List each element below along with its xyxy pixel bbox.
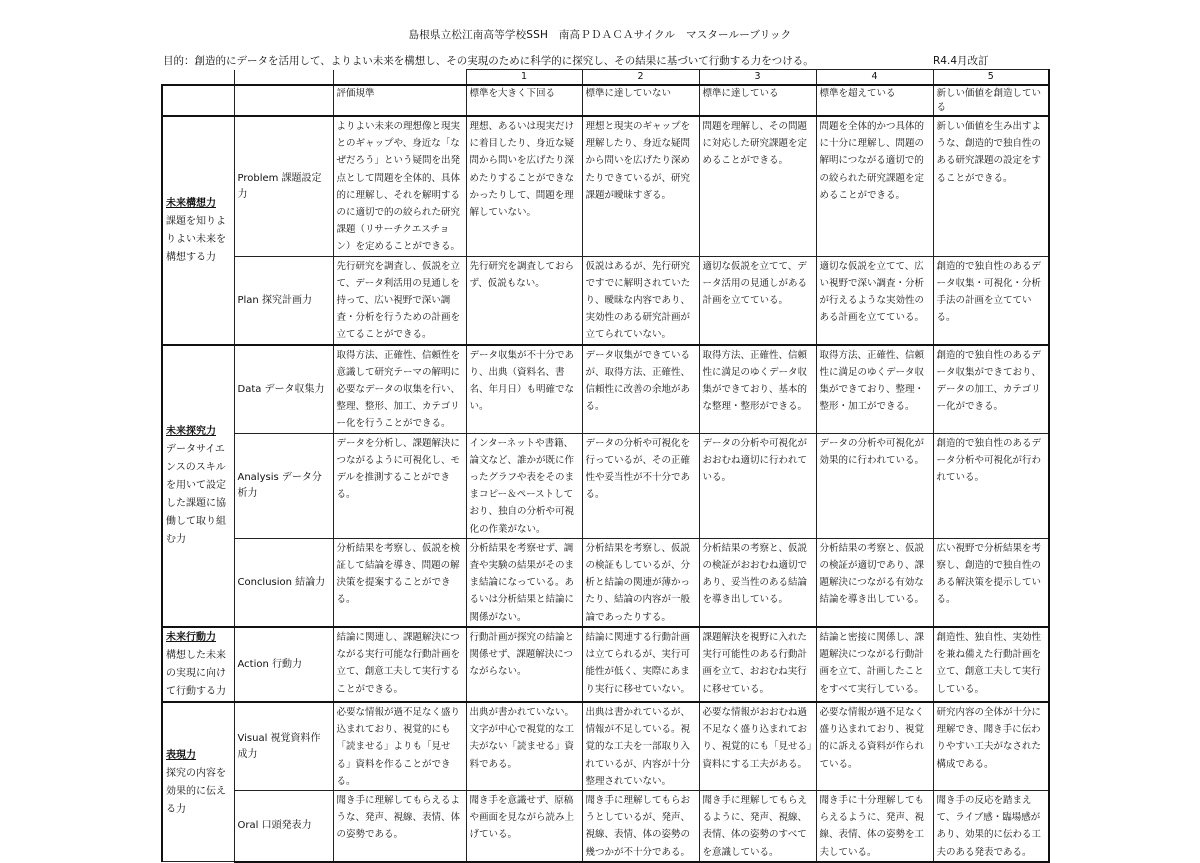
sub-ability-name: Analysis データ分析力	[234, 433, 333, 538]
level-cell: データ収集ができているが、取得方法、正確性、信頼性に改善の余地がある。	[582, 345, 699, 434]
level-number: 1	[466, 70, 582, 86]
header-level: 標準に達していない	[582, 85, 699, 116]
sub-ability-name: Conclusion 結論力	[234, 538, 333, 627]
header-blank	[162, 85, 234, 116]
ability-description: データサイエンスのスキルを用いて設定した課題に協働して取り組む力	[166, 444, 226, 546]
ability-title: 未来探究力	[166, 426, 216, 438]
level-cell: 分析結果を考察せず、調査や実験の結果がそのまま結論になっている。あるいは分析結果と結論に関係がない。	[466, 538, 582, 627]
sub-ability-name: Data データ収集力	[234, 345, 333, 434]
level-cell: 聞き手に理解してもらおうとしているが、発声、視線、表情、体の姿勢の幾つかが不十分である。	[582, 790, 699, 861]
level-number: 3	[699, 70, 816, 86]
level-cell: 取得方法、正確性、信頼性に満足のゆくデータ収集ができており、基本的な整理・整形ができる。	[699, 345, 816, 434]
criteria-cell: データを分析し、課題解決につながるように可視化し、モデルを推測することができる。	[333, 433, 466, 538]
ability-title: 未来行動力	[166, 631, 216, 643]
level-cell: 分析結果の考察と、仮説の検証が適切であり、課題解決につながる有効な結論を導き出している。	[816, 538, 933, 627]
level-number: 4	[816, 70, 933, 86]
level-number: 5	[933, 70, 1049, 86]
criteria-cell: 分析結果を考察し、仮説を検証して結論を導き、問題の解決策を提案することができる。	[333, 538, 466, 627]
level-cell: 問題を理解し、その問題に対応した研究課題を定めることができる。	[699, 116, 816, 256]
table-row	[162, 790, 1049, 861]
ability-description: 探究の内容を効果的に伝える力	[166, 767, 226, 815]
ability-title: 表現力	[166, 749, 196, 761]
level-cell: 取得方法、正確性、信頼性に満足のゆくデータ収集ができており、整理・整形・加工ができる。	[816, 345, 933, 434]
blank-cell	[333, 70, 466, 86]
level-cell: 出典は書かれているが、情報が不足している。視覚的な工夫を一部取り入れているが、内容が十分整理されていない。	[582, 702, 699, 791]
purpose-statement: 目的：創造的にデータを活用して、よりよい未来を構想し、その実現のために科学的に探究し、その結果に基づいて行動する力をつける。	[163, 55, 814, 67]
table-row	[162, 538, 1049, 627]
blank-cell	[234, 70, 333, 86]
level-cell: インターネットや書籍、論文など、誰かが既に作ったグラフや表をそのままコピー＆ペーストしており、独自の分析や可視化の作業がない。	[466, 433, 582, 538]
level-cell: データの分析や可視化が効果的に行われている。	[816, 433, 933, 538]
level-cell: 新しい価値を生み出すような、創造的で独自性のある研究課題の設定をすることができる。	[933, 116, 1049, 256]
sub-ability-name: Problem 課題設定力	[234, 116, 333, 256]
level-cell: 問題を全体的かつ具体的に十分に理解し、問題の解明につながる適切で的の絞られた研究課題を定めることができる。	[816, 116, 933, 256]
criteria-cell: よりよい未来の理想像と現実とのギャップや、身近な「なぜだろう」という疑問を出発点として問題を全体的、具体的に理解し、それを解明するのに適切で的の絞られた研究課題（リサーチクエスチョン）を定めることができる。	[333, 116, 466, 256]
level-cell: 広い視野で分析結果を考察し、創造的で独自性のある解決策を提示している。	[933, 538, 1049, 627]
ability-cell	[162, 116, 234, 345]
level-cell: 適切な仮説を立てて、広い視野で深い調査・分析が行えるような実効性のある計画を立てている。	[816, 256, 933, 345]
criteria-cell: 聞き手に理解してもらえるような、発声、視線、表情、体の姿勢である。	[333, 790, 466, 861]
level-cell: 聞き手に理解してもらえるように、発声、視線、表情、体の姿勢のすべてを意識している。	[699, 790, 816, 861]
level-cell: 仮説はあるが、先行研究ですでに解明されていたり、曖昧な内容であり、実効性のある研究計画が立てられていない。	[582, 256, 699, 345]
criteria-cell: 必要な情報が過不足なく盛り込まれており、視覚的にも「読ませる」よりも「見せる」資料を作ることができる。	[333, 702, 466, 791]
sub-ability-name: Visual 視覚資料作成力	[234, 702, 333, 791]
criteria-cell: 取得方法、正確性、信頼性を意識して研究テーマの解明に必要なデータの収集を行い、整理、整形、加工、カテゴリー化を行うことができる。	[333, 345, 466, 434]
level-cell: 分析結果を考察し、仮説の検証もしているが、分析と結論の関連が薄かったり、結論の内容が一般論であったりする。	[582, 538, 699, 627]
sub-ability-name: Oral 口頭発表力	[234, 790, 333, 861]
level-cell: 行動計画が探究の結論と関係せず、課題解決につながらない。	[466, 627, 582, 702]
level-cell: 聞き手を意識せず、原稿や画面を見ながら読み上げている。	[466, 790, 582, 861]
table-row	[162, 116, 1049, 256]
criteria-cell: 先行研究を調査し、仮説を立て、データ利活用の見通しを持って、広い視野で深い調査・分析を行うための計画を立てることができる。	[333, 256, 466, 345]
ability-cell	[162, 345, 234, 627]
level-cell: 研究内容の全体が十分に理解でき、聞き手に伝わりやすい工夫がなされた構成である。	[933, 702, 1049, 791]
level-cell: 理想と現実のギャップを理解したり、身近な疑問から問いを広げたり深めたりできているが、研究課題が曖昧すぎる。	[582, 116, 699, 256]
level-cell: 創造性、独自性、実効性を兼ね備えた行動計画を立て、創意工夫して実行している。	[933, 627, 1049, 702]
table-row	[162, 345, 1049, 434]
level-number-row	[162, 70, 1049, 86]
ability-description: 課題を知りよりよい未来を構想する力	[166, 215, 226, 263]
level-cell: 聞き手の反応を踏まえて、ライブ感・臨場感があり、効果的に伝わる工夫のある発表である。	[933, 790, 1049, 861]
table-row	[162, 702, 1049, 791]
header-level: 標準に達している	[699, 85, 816, 116]
level-cell: 創造的で独自性のあるデータ分析や可視化が行われている。	[933, 433, 1049, 538]
level-cell: 理想、あるいは現実だけに着目したり、身近な疑問から問いを広げたり深めたりすることができなかったりして、問題を理解していない。	[466, 116, 582, 256]
header-level: 新しい価値を創造している	[933, 85, 1049, 116]
level-cell: 聞き手に十分理解してもらえるように、発声、視線、表情、体の姿勢を工夫している。	[816, 790, 933, 861]
criteria-cell: 結論に関連し、課題解決につながる実行可能な行動計画を立て、創意工夫して実行することができる。	[333, 627, 466, 702]
level-cell: 結論に関連する行動計画は立てられるが、実行可能性が低く、実際にあまり実行に移せていない。	[582, 627, 699, 702]
rubric-table	[161, 69, 1050, 863]
table-row	[162, 433, 1049, 538]
level-cell: 必要な情報がおおむね過不足なく盛り込まれており、視覚的にも「見せる」資料にする工夫がある。	[699, 702, 816, 791]
level-cell: 創造的で独自性のあるデータ収集ができており、データの加工、カテゴリー化ができる。	[933, 345, 1049, 434]
level-cell: 適切な仮説を立てて、データ活用の見通しがある計画を立てている。	[699, 256, 816, 345]
level-number: 2	[582, 70, 699, 86]
level-cell: 結論と密接に関係し、課題解決につながる行動計画を立て、計画したことをすべて実行している。	[816, 627, 933, 702]
level-cell: 先行研究を調査しておらず、仮説もない。	[466, 256, 582, 345]
table-row	[162, 627, 1049, 702]
ability-cell	[162, 627, 234, 702]
level-cell: データ収集が不十分であり、出典（資料名、書名、年月日）も明確でない。	[466, 345, 582, 434]
sub-ability-name: Action 行動力	[234, 627, 333, 702]
header-level: 標準を大きく下回る	[466, 85, 582, 116]
ability-cell	[162, 702, 234, 862]
level-cell: 課題解決を視野に入れた実行可能性のある行動計画を立て、おおむね実行に移せている。	[699, 627, 816, 702]
level-cell: 分析結果の考察と、仮説の検証がおおむね適切であり、妥当性のある結論を導き出している。	[699, 538, 816, 627]
ability-title: 未来構想力	[166, 197, 216, 209]
header-criteria: 評価規準	[333, 85, 466, 116]
level-cell: 必要な情報が過不足なく盛り込まれており、視覚的に訴える資料が作られている。	[816, 702, 933, 791]
level-cell: データの分析や可視化がおおむね適切に行われている。	[699, 433, 816, 538]
revision-note: R4.4月改訂	[933, 55, 989, 67]
sub-ability-name: Plan 探究計画力	[234, 256, 333, 345]
table-row	[162, 256, 1049, 345]
header-level: 標準を超えている	[816, 85, 933, 116]
blank-cell	[162, 70, 234, 86]
level-cell: データの分析や可視化を行っているが、その正確性や妥当性が不十分である。	[582, 433, 699, 538]
level-cell: 出典が書かれていない。文字が中心で視覚的な工夫がない「読ませる」資料である。	[466, 702, 582, 791]
header-row	[162, 85, 1049, 116]
level-cell: 創造的で独自性のあるデータ収集・可視化・分析手法の計画を立てている。	[933, 256, 1049, 345]
document-title: 島根県立松江南高等学校SSH 南高ＰＤＡＣＡサイクル マスタールーブリック	[408, 29, 792, 41]
header-blank	[234, 85, 333, 116]
ability-description: 構想した未来の実現に向けて行動する力	[166, 649, 226, 697]
